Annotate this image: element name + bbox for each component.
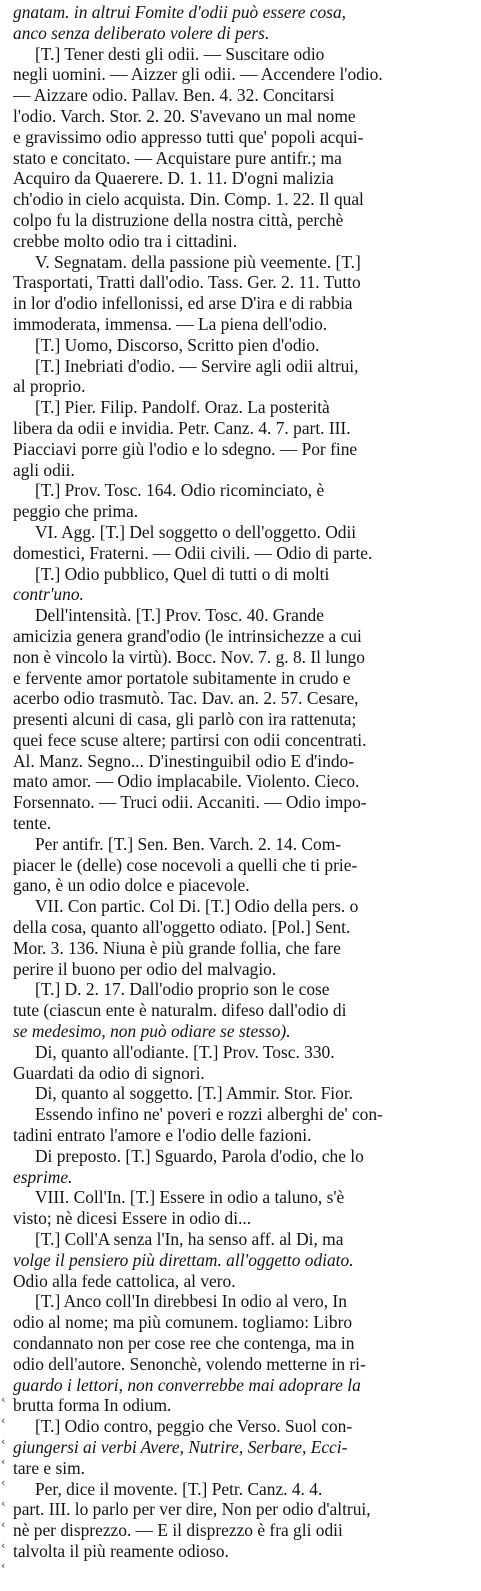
text-line: agli odii. [13, 459, 75, 480]
text-line: [T.] Inebriati d'odio. — Servire agli odii altrui, [35, 355, 359, 376]
text-line: presenti alcuni di casa, gli parlò con ira rattenuta; [13, 709, 357, 730]
text-line: tare e sim. [13, 1457, 85, 1478]
text-line: [T.] Odio contro, peggio che Verso. Suol con- [35, 1416, 353, 1437]
text-line: VIII. Coll'In. [T.] Essere in odio a taluno, s'è [35, 1187, 345, 1208]
text-line: Dell'intensità. [T.] Prov. Tosc. 40. Grande [35, 605, 324, 626]
text-line: VI. Agg. [T.] Del soggetto o dell'oggetto. Odii [35, 521, 357, 542]
text-line: [T.] Coll'A senza l'In, ha senso aff. al Di, ma [35, 1229, 344, 1250]
text-line: contr'uno. [13, 584, 84, 605]
text-line: Per antifr. [T.] Sen. Ben. Varch. 2. 14. Com- [35, 833, 342, 854]
text-line: amicizia genera grand'odio (le intrinsichezze a cui [13, 625, 362, 646]
text-line: mato amor. — Odio implacabile. Violento. Cieco. [13, 771, 360, 792]
entry-text-column [13, 2, 471, 1562]
text-line: se medesimo, non può odiare se stesso). [13, 1021, 291, 1042]
text-line: V. Segnatam. della passione più veemente. [T.] [35, 251, 361, 272]
text-line: [T.] D. 2. 17. Dall'odio proprio son le cose [35, 979, 330, 1000]
text-line: nè per disprezzo. — E il disprezzo è fra gli odii [13, 1520, 343, 1541]
text-line: gano, è un odio dolce e piacevole. [13, 875, 250, 896]
text-line: ch'odio in cielo acquista. Din. Comp. 1. 22. Il qual [13, 189, 364, 210]
text-line: Forsennato. — Truci odii. Accaniti. — Odio impo- [13, 792, 367, 813]
text-line: Acquiro da Quaerere. D. 1. 11. D'ogni malizia [13, 168, 334, 189]
text-line: talvolta il più reamente odioso. [13, 1540, 229, 1561]
text-line: Essendo infino ne' poveri e rozzi alberghi de' con- [35, 1104, 383, 1125]
text-line: tadini entrato l'amore e l'odio delle fazioni. [13, 1125, 312, 1146]
text-line: e gravissimo odio appresso tutti que' popoli acqui- [13, 126, 364, 147]
text-line: della cosa, quanto all'oggetto odiato. [Pol.] Sent. [13, 917, 351, 938]
text-line: guardo i lettori, non converrebbe mai adoprare la [13, 1374, 361, 1395]
text-line: negli uomini. — Aizzer gli odii. — Accendere l'odio. [13, 64, 383, 85]
text-line: tute (ciascun ente è naturalm. difeso dall'odio di [13, 1000, 347, 1021]
text-line: gnatam. in altrui Fomite d'odii può essere cosa, [13, 2, 346, 22]
text-line: Per, dice il movente. [T.] Petr. Canz. 4. 4. [35, 1478, 323, 1499]
text-line: brutta forma In odium. [13, 1395, 172, 1416]
text-line: Odio alla fede cattolica, al vero. [13, 1270, 236, 1291]
text-line: Di preposto. [T.] Sguardo, Parola d'odio, che lo [35, 1145, 364, 1166]
margin-marks: ‹ ‹ ‹ ‹ ‹ ‹ ‹ ‹ ‹ [1, 1393, 6, 1573]
text-line: Mor. 3. 136. Niuna è più grande follia, che fare [13, 937, 341, 958]
text-line: [T.] Tener desti gli odii. — Suscitare odio [35, 43, 325, 64]
text-line: domestici, Fraterni. — Odii civili. — Odio di parte. [13, 542, 373, 563]
text-line: [T.] Pier. Filip. Pandolf. Oraz. La posterità [35, 397, 330, 418]
text-line: stato e concitato. — Acquistare pure antifr.; ma [13, 147, 342, 168]
text-line: VII. Con partic. Col Di. [T.] Odio della pers. o [35, 896, 359, 917]
text-line: [T.] Odio pubblico, Quel di tutti o di molti [35, 563, 330, 584]
text-line: giungersi ai verbi Avere, Nutrire, Serbare, Ecci- [13, 1436, 348, 1457]
text-line: acerbo odio trasmutò. Tac. Dav. an. 2. 57. Cesare, [13, 688, 359, 709]
text-line: colpo fu la distruzione della nostra città, perchè [13, 209, 344, 230]
text-line: condannato non per cose ree che contenga, ma in [13, 1333, 355, 1353]
text-line: visto; nè dicesi Essere in odio di... [13, 1208, 252, 1229]
text-line: [T.] Prov. Tosc. 164. Odio ricominciato, è [35, 480, 325, 501]
text-line: — Aizzare odio. Pallav. Ben. 4. 32. Concitarsi [13, 85, 335, 106]
text-line: e fervente amor portatole subitamente in crudo e [13, 667, 351, 688]
text-line: Di, quanto all'odiante. [T.] Prov. Tosc. 330. [35, 1041, 335, 1062]
text-line: Trasportati, Tratti dall'odio. Tass. Ger. 2. 11. Tutto [13, 272, 361, 293]
text-line: l'odio. Varch. Stor. 2. 20. S'avevano un mal nome [13, 105, 356, 126]
text-line: al proprio. [13, 376, 86, 397]
text-line: Piacciavi porre giù l'odio e lo sdegno. — Por fine [13, 438, 358, 459]
text-line: quei fece scuse altere; partirsi con odii concentrati. [13, 729, 367, 750]
text-line: odio dell'autore. Senonchè, volendo metterne in ri- [13, 1353, 366, 1374]
text-line: Guardati da odio di signori. [13, 1062, 205, 1083]
text-line: peggio che prima. [13, 501, 139, 522]
text-line: piacer le (delle) cose nocevoli a quelli che ti prie- [13, 854, 358, 875]
text-line: part. III. lo parlo per ver dire, Non per odio d'altrui, [13, 1499, 371, 1520]
text-line: immoderata, immensa. — La piena dell'odio. [13, 313, 328, 334]
text-line: libera da odii e invidia. Petr. Canz. 4. 7. part. III. [13, 417, 351, 438]
text-line: Di, quanto al soggetto. [T.] Ammir. Stor. Fior. [35, 1083, 354, 1104]
text-line: odio al nome; ma più comunem. togliamo: Libro [13, 1312, 353, 1333]
text-line: tente. [13, 813, 52, 834]
text-line: perire il buono per odio del malvagio. [13, 958, 277, 979]
text-line: esprime. [13, 1166, 73, 1187]
text-line: anco senza deliberato volere di pers. [13, 22, 270, 43]
text-line: volge il pensiero più direttam. all'oggetto odiato. [13, 1249, 354, 1270]
text-line: non è vincolo la virtù). Bocc. Nov. 7. g. 8. Il lungo [13, 646, 365, 667]
text-line: crebbe molto odio tra i cittadini. [13, 230, 238, 251]
text-line: [T.] Uomo, Discorso, Scritto pien d'odio. [35, 334, 320, 355]
text-line: Al. Manz. Segno... D'inestinguibil odio E d'indo- [13, 750, 355, 771]
text-line: [T.] Anco coll'In direbbesi In odio al vero, In [35, 1291, 347, 1312]
text-line: in lor d'odio infellonissi, ed arse D'ira e di rabbia [13, 293, 353, 314]
